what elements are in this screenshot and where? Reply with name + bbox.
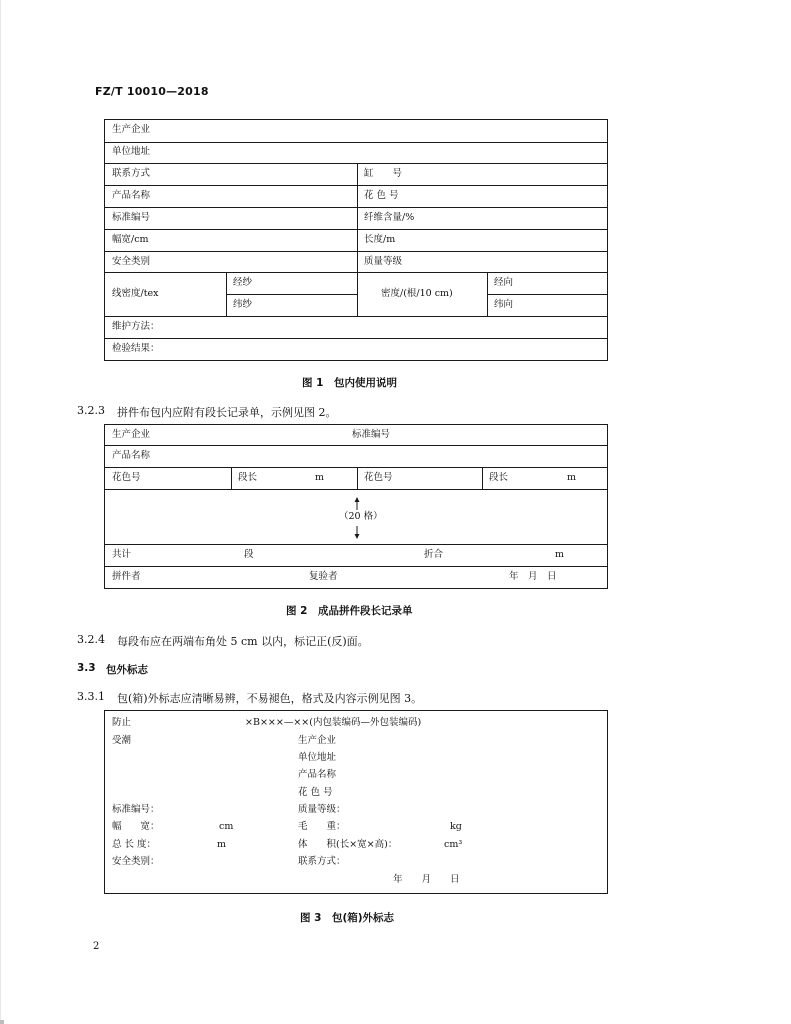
total-length-label: 总 长 度： (112, 839, 157, 850)
segment-length-label: 段长 (238, 472, 258, 483)
segment-unit: 段 (244, 549, 254, 560)
grid-count-note: （20 格） (339, 511, 383, 522)
width-label: 幅宽/cm (112, 234, 149, 245)
page-corner-mark (0, 1020, 4, 1024)
weft-direction-label: 纬向 (494, 299, 514, 310)
segment-length-label: 段长 (489, 472, 509, 483)
figure-3-caption: 图 3 包(箱)外标志 (300, 912, 395, 924)
color-number-label: 花 色 号 (298, 787, 333, 798)
fiber-content-label: 纤维含量/% (364, 212, 415, 223)
vat-number-label: 缸 号 (364, 168, 403, 179)
section-3-3-number: 3.3 (77, 662, 96, 674)
volume-unit: cm³ (444, 839, 463, 850)
product-name-label: 产品名称 (298, 769, 337, 780)
rechecker-label: 复验者 (309, 571, 338, 582)
warp-yarn-label: 经纱 (233, 277, 253, 288)
inspection-result-label: 检验结果： (112, 343, 160, 354)
contact-label: 联系方式： (298, 856, 346, 867)
product-name-label: 产品名称 (112, 450, 151, 461)
warp-direction-label: 经向 (494, 277, 514, 288)
standard-code-header: FZ/T 10010—2018 (95, 85, 209, 98)
converted-label: 折合 (424, 549, 444, 560)
safety-category-label: 安全类别： (112, 856, 160, 867)
converted-unit: m (555, 549, 565, 560)
producer-label: 生产企业 (112, 429, 151, 440)
total-length-unit: m (217, 839, 227, 850)
gross-weight-label: 毛 重： (298, 821, 346, 832)
contact-label: 联系方式 (112, 168, 151, 179)
address-label: 单位地址 (298, 752, 337, 763)
para-3-2-3-number: 3.2.3 (77, 404, 105, 417)
length-label: 长度/m (364, 234, 396, 245)
total-label: 共计 (112, 549, 132, 560)
page-left-edge (0, 0, 1, 1024)
color-number-label: 花色号 (112, 472, 141, 483)
moisture-label: 受潮 (112, 735, 132, 746)
para-3-2-3-text: 拼件布包内应附有段长记录单，示例见图 2。 (117, 406, 337, 419)
width-unit: cm (219, 821, 234, 832)
product-name-label: 产品名称 (112, 190, 151, 201)
para-3-3-1-number: 3.3.1 (77, 690, 105, 703)
volume-label: 体 积(长×宽×高)： (298, 839, 398, 850)
quality-grade-label: 质量等级 (364, 256, 403, 267)
producer-label: 生产企业 (298, 735, 337, 746)
gross-weight-unit: kg (450, 821, 462, 832)
weft-yarn-label: 纬纱 (233, 299, 253, 310)
package-code: ×B×××—××(内包装编码—外包装编码) (245, 717, 422, 728)
color-number-label: 花 色 号 (364, 190, 399, 201)
standard-number-label: 标准编号： (112, 804, 160, 815)
prevent-label: 防止 (112, 717, 132, 728)
linear-density-label: 线密度/tex (112, 288, 159, 299)
producer-label: 生产企业 (112, 124, 151, 135)
figure-2-caption: 图 2 成品拼件段长记录单 (286, 605, 413, 617)
figure-1-caption: 图 1 包内使用说明 (302, 377, 397, 389)
page-number: 2 (93, 941, 100, 952)
section-3-3-title: 包外标志 (106, 664, 148, 676)
para-3-3-1-text: 包(箱)外标志应清晰易辨，不易褪色，格式及内容示例见图 3。 (117, 692, 423, 705)
safety-category-label: 安全类别 (112, 256, 151, 267)
para-3-2-4-number: 3.2.4 (77, 633, 105, 646)
joiner-label: 拼件者 (112, 571, 141, 582)
care-method-label: 维护方法： (112, 321, 160, 332)
quality-grade-label: 质量等级： (298, 804, 346, 815)
address-label: 单位地址 (112, 146, 151, 157)
standard-number-label: 标准编号 (352, 429, 391, 440)
date-label: 年 月 日 (509, 571, 557, 582)
width-label: 幅 宽： (112, 821, 160, 832)
color-number-label: 花色号 (364, 472, 393, 483)
segment-length-unit: m (567, 472, 577, 483)
para-3-2-4-text: 每段布应在两端布角处 5 cm 以内，标记正(反)面。 (117, 635, 369, 648)
date-label: 年 月 日 (393, 874, 460, 885)
segment-length-unit: m (315, 472, 325, 483)
density-label: 密度/(根/10 cm) (381, 288, 453, 299)
standard-number-label: 标准编号 (112, 212, 151, 223)
